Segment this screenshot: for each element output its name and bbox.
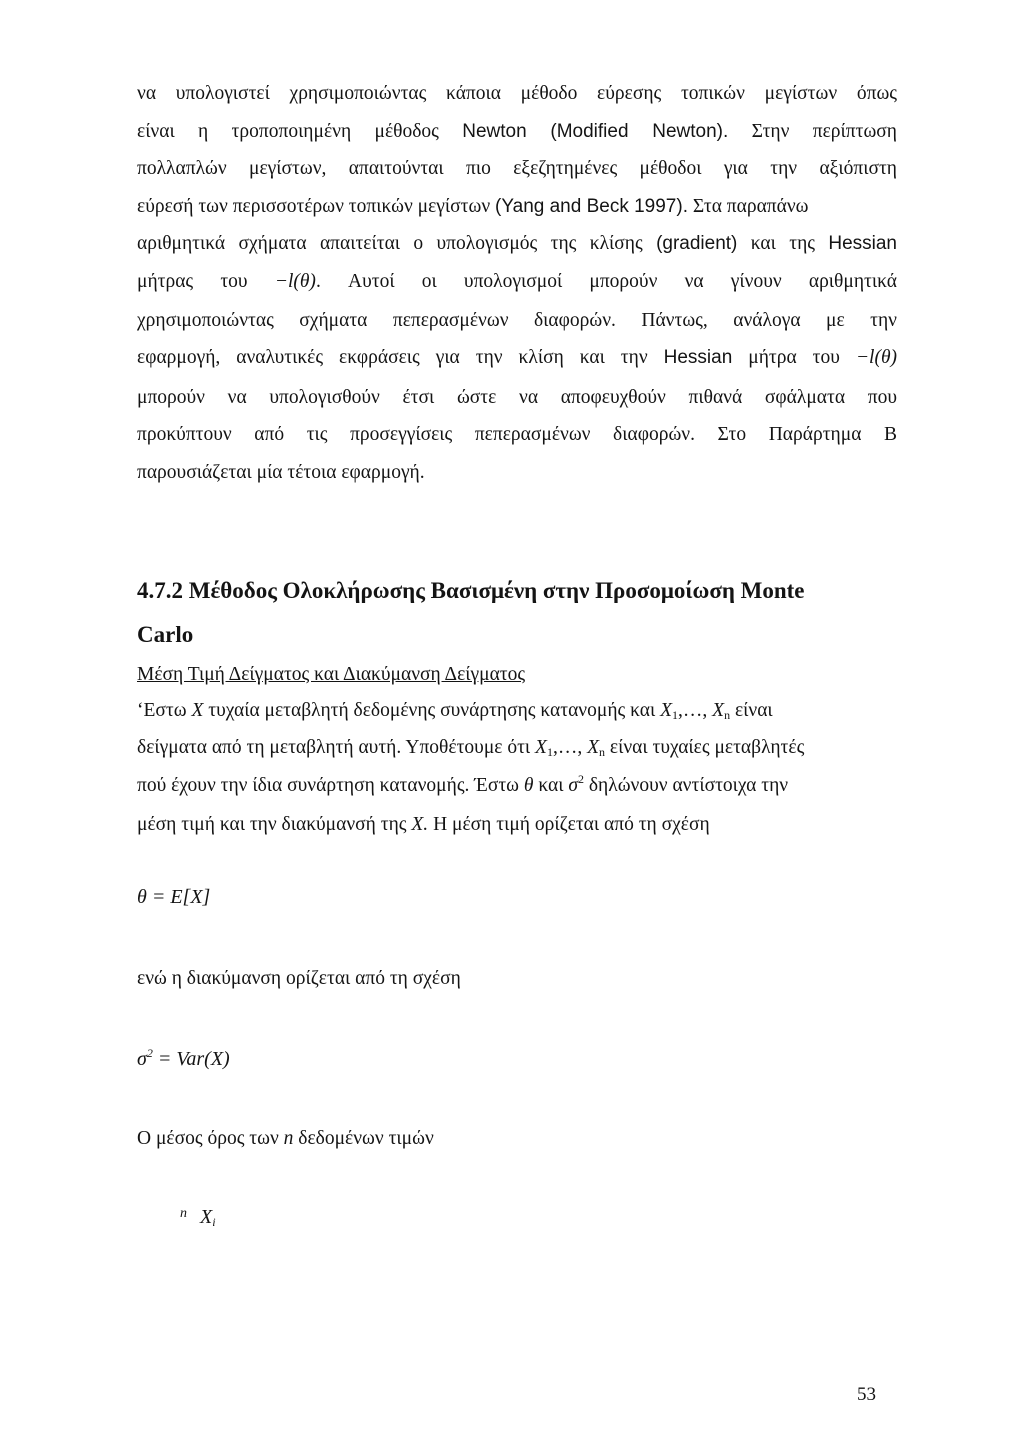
summation-limit: n <box>180 1206 187 1221</box>
math-variable: X <box>587 737 600 758</box>
subscript: 1 <box>546 745 553 759</box>
section-heading: 4.7.2 Μέθοδος Ολοκλήρωσης Βασισμένη στην Προσομοίωση Monte <box>137 578 805 603</box>
text-run: (gradient) <box>656 233 738 254</box>
page-number: 53 <box>857 1384 876 1405</box>
text-run: Ο μέσος όρος των <box>137 1128 279 1149</box>
text-run: δεδομένων τιμών <box>298 1128 434 1149</box>
text-run: . Αυτοί οι υπολογισμοί μπορούν να γίνουν αριθμητικά <box>315 271 898 292</box>
text-run: Newton (Modified Newton). <box>462 121 729 142</box>
paragraph-line <box>137 270 897 294</box>
math-variable: n <box>283 1128 294 1149</box>
text-run: μπορούν να υπολογισθούν έτσι ώστε να αποφευχθούν πιθανά σφάλματα που <box>137 387 897 408</box>
paragraph-line <box>137 736 897 760</box>
subsection-title: Μέση Τιμή Δείγματος και Διακύμανση Δείγματος <box>137 664 526 685</box>
equation-mean: θ = E[X] <box>137 886 211 908</box>
subscript: n <box>724 708 731 722</box>
text-run: να υπολογιστεί χρησιμοποιώντας κάποια μέθοδο εύρεσης τοπικών μεγίστων όπως <box>137 83 897 104</box>
text-run: μήτρας του <box>137 271 248 292</box>
math-variable: σ <box>568 775 578 796</box>
text-run: παρουσιάζεται μία τέτοια εφαρμογή. <box>137 462 425 483</box>
text-run: ενώ η διακύμανση ορίζεται από τη σχέση <box>137 968 461 989</box>
paragraph-line <box>137 774 897 798</box>
equation-sample-mean-fragment <box>180 1202 216 1229</box>
text-run: εύρεσή των περισσοτέρων τοπικών μεγίστων <box>137 196 491 217</box>
text-run: ,…, <box>678 700 708 721</box>
paragraph-line <box>137 309 897 333</box>
paragraph-line <box>137 699 897 723</box>
text-run: αριθμητικά σχήματα απαιτείται ο υπολογισμός της κλίσης <box>137 233 643 254</box>
superscript: 2 <box>146 1046 153 1060</box>
text-run: είναι <box>734 700 773 721</box>
paragraph-line <box>137 232 897 256</box>
math-variable: X <box>191 700 204 721</box>
math-expression: = Var(X) <box>152 1048 230 1070</box>
text-run: και της <box>750 233 815 254</box>
text-run: Στην περίπτωση <box>751 121 898 142</box>
math-variable: X <box>535 737 547 758</box>
paragraph-line <box>137 423 897 447</box>
text-run: μέση τιμή και την διακύμανσή της <box>137 814 407 835</box>
paragraph-line <box>137 386 897 410</box>
text-run: πού έχουν την ίδια συνάρτηση κατανομής. Έστω <box>137 775 520 796</box>
text-run: Η μέση τιμή ορίζεται από τη σχέση <box>433 814 710 835</box>
text-run: είναι τυχαίες μεταβλητές <box>609 737 805 758</box>
math-variable: X <box>200 1206 213 1228</box>
paragraph-line <box>137 813 897 837</box>
math-variable: σ <box>137 1048 147 1070</box>
paragraph-line <box>137 461 897 485</box>
paragraph-line <box>137 346 897 370</box>
math-expression: −l(θ) <box>274 271 316 292</box>
subscript: n <box>599 745 606 759</box>
paragraph-line <box>137 195 897 219</box>
text-run: πολλαπλών μεγίστων, απαιτούνται πιο εξεζητημένες μέθοδοι για την αξιόπιστη <box>137 158 897 179</box>
text-run: εφαρμογή, αναλυτικές εκφράσεις για την κλίση και την <box>137 347 648 368</box>
text-run: Hessian <box>663 347 733 368</box>
paragraph-line <box>137 82 897 106</box>
math-variable: X <box>660 700 673 721</box>
text-run: και <box>538 775 564 796</box>
subscript: i <box>212 1215 216 1229</box>
superscript: 2 <box>577 772 584 786</box>
paragraph-line <box>137 967 897 991</box>
text-run: Στα παραπάνω <box>692 196 809 217</box>
text-run: δείγματα από τη μεταβλητή αυτή. Υποθέτουμε ότι <box>137 737 531 758</box>
paragraph-line <box>137 1127 897 1151</box>
text-run: (Yang and Beck 1997). <box>495 196 688 217</box>
section-heading-continued: Carlo <box>137 622 194 647</box>
paragraph-line <box>137 157 897 181</box>
math-expression: −l(θ) <box>855 347 898 368</box>
text-run: προκύπτουν από τις προσεγγίσεις πεπερασμένων διαφορών. Στο Παράρτημα Β <box>137 424 897 445</box>
text-run: τυχαία μεταβλητή δεδομένης συνάρτησης κατανομής και <box>208 700 656 721</box>
text-run: ,…, <box>552 737 583 758</box>
subscript: 1 <box>672 708 679 722</box>
text-run: είναι η τροποποιημένη μέθοδος <box>137 121 439 142</box>
text-run: μήτρα του <box>748 347 840 368</box>
math-variable: X. <box>411 814 429 835</box>
math-variable: θ <box>523 775 534 796</box>
text-run: Hessian <box>828 233 897 254</box>
text-run: δηλώνουν αντίστοιχα την <box>588 775 789 796</box>
paragraph-line <box>137 120 897 144</box>
math-variable: X <box>712 700 725 721</box>
text-run: χρησιμοποιώντας σχήματα πεπερασμένων διαφορών. Πάντως, ανάλογα με την <box>137 310 897 331</box>
equation-variance <box>137 1047 230 1071</box>
text-run: ‘Εστω <box>137 700 187 721</box>
